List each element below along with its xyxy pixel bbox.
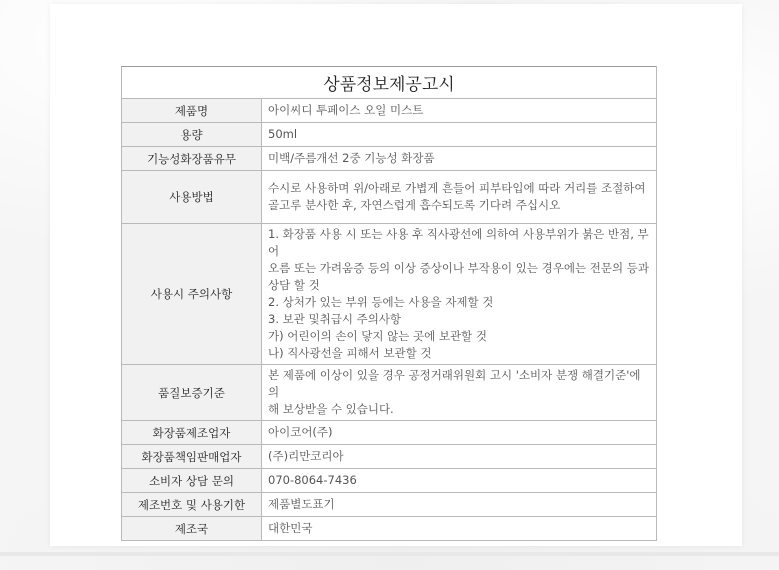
row-label: 제조국 — [122, 517, 262, 541]
table-row — [122, 365, 657, 421]
row-value: 미백/주름개선 2중 기능성 화장품 — [262, 147, 657, 171]
row-label: 사용방법 — [122, 171, 262, 224]
table-row — [122, 469, 657, 493]
table-row — [122, 224, 657, 365]
table-row — [122, 123, 657, 147]
row-label: 소비자 상담 문의 — [122, 469, 262, 493]
row-value: 1. 화장품 사용 시 또는 사용 후 직사광선에 의하여 사용부위가 붉은 반점, 부어 오름 또는 가려움증 등의 이상 증상이나 부작용이 있는 경우에는 전문의 등과 상담 할 것 2. 상처가 있는 부위 등에는 사용을 자제할 것 3. 보관 및취급시 주의사항 가) 어린이의 손이 닿지 않는 곳에 보관할 것 나) 직사광선을 피해서 보관할 것 — [262, 224, 657, 365]
row-value: 대한민국 — [262, 517, 657, 541]
row-label: 사용시 주의사항 — [122, 224, 262, 365]
table-row — [122, 445, 657, 469]
row-value: 아이씨디 투페이스 오일 미스트 — [262, 99, 657, 123]
row-label: 기능성화장품유무 — [122, 147, 262, 171]
row-label: 화장품제조업자 — [122, 421, 262, 445]
table-row — [122, 171, 657, 224]
row-value: 본 제품에 이상이 있을 경우 공정거래위원회 고시 '소비자 분쟁 해결기준'에 의 해 보상받을 수 있습니다. — [262, 365, 657, 421]
row-value: 50ml — [262, 123, 657, 147]
row-label: 품질보증기준 — [122, 365, 262, 421]
product-info-table — [121, 66, 657, 541]
row-value: 수시로 사용하며 위/아래로 가볍게 흔들어 피부타입에 따라 거리를 조절하여 골고루 분사한 후, 자연스럽게 흡수되도록 기다려 주십시오 — [262, 171, 657, 224]
row-label: 제품명 — [122, 99, 262, 123]
row-label: 화장품책임판매업자 — [122, 445, 262, 469]
table-row — [122, 99, 657, 123]
table-row — [122, 421, 657, 445]
row-label: 용량 — [122, 123, 262, 147]
row-value: 제품별도표기 — [262, 493, 657, 517]
row-value: 070-8064-7436 — [262, 469, 657, 493]
row-value: 아이코어(주) — [262, 421, 657, 445]
divider — [0, 552, 779, 556]
row-label: 제조번호 및 사용기한 — [122, 493, 262, 517]
table-row — [122, 147, 657, 171]
table-title: 상품정보제공고시 — [122, 67, 657, 99]
row-value: (주)리만코리아 — [262, 445, 657, 469]
table-row — [122, 493, 657, 517]
table-row — [122, 517, 657, 541]
